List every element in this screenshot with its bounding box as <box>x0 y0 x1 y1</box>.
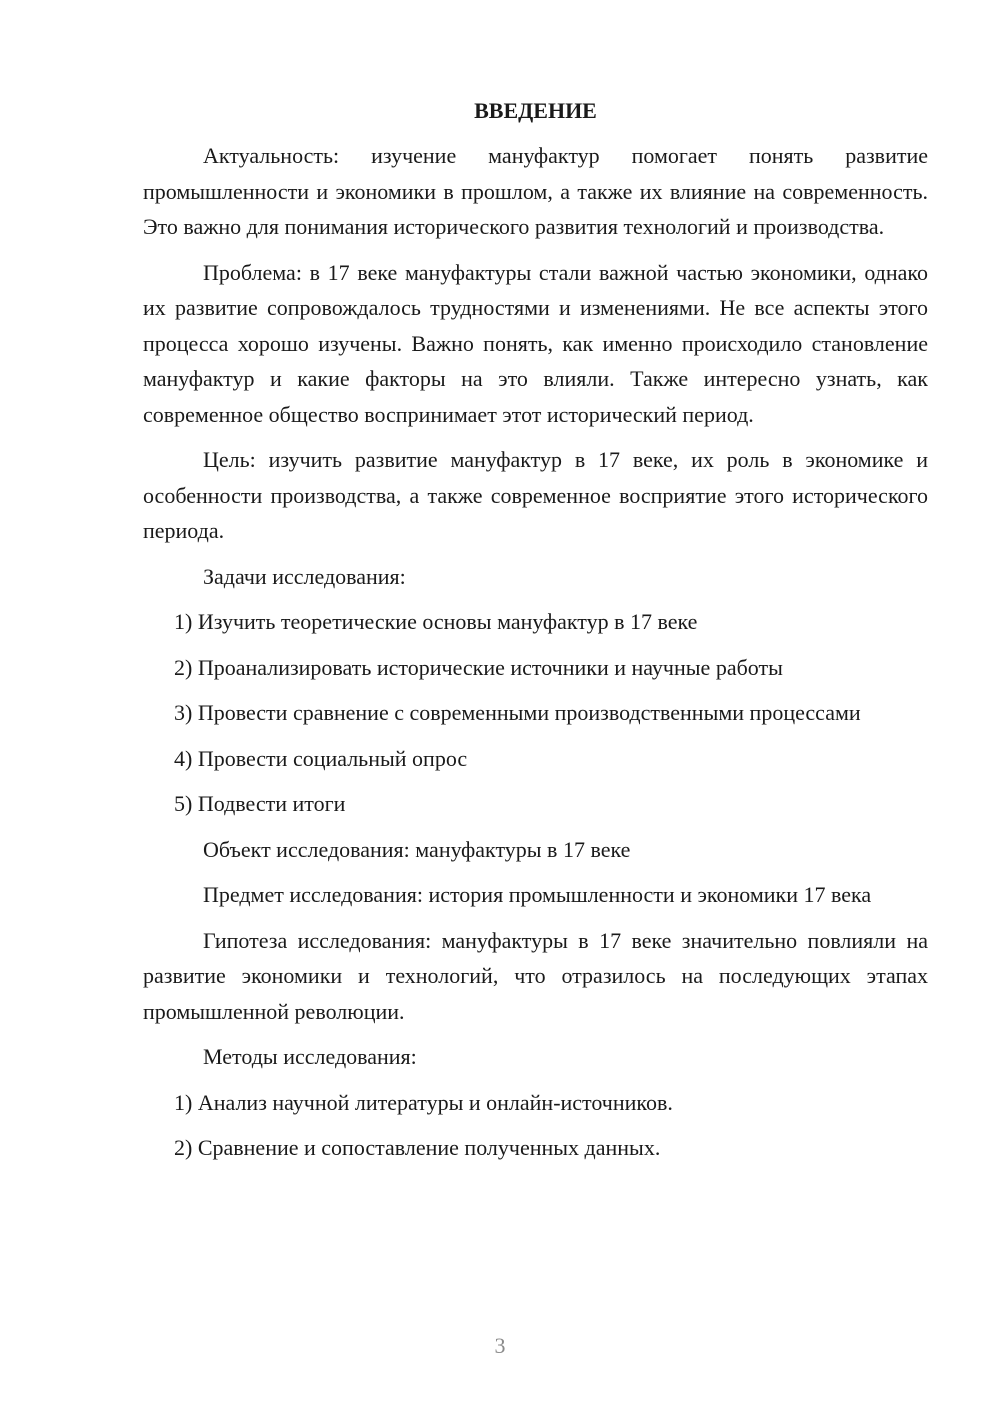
tasks-title: Задачи исследования: <box>203 563 406 589</box>
hypothesis-paragraph: Гипотеза исследования: мануфактуры в 17 веке значительно повлияли на развитие экономики и технологий, что отразилось на последующих этапах промышленной революции. <box>143 927 928 1024</box>
problem-paragraph: Проблема: в 17 веке мануфактуры стали важной частью экономики, однако их развитие сопровождалось трудностями и изменениями. Не все аспекты этого процесса хорошо изучены. Важно понять, как именно происходило становление мануфактур и какие факторы на это влияли. Также интересно узнать, как современное общество воспринимает этот исторический период. <box>143 259 928 427</box>
page-number: 3 <box>494 1333 506 1358</box>
task-item: 5) Подвести итоги <box>174 791 346 816</box>
task-item: 4) Провести социальный опрос <box>174 745 468 771</box>
task-item: 3) Провести сравнение с современными производственными процессами <box>174 700 861 725</box>
document-page <box>143 94 928 1176</box>
method-item: 1) Анализ научной литературы и онлайн-источников. <box>174 1089 673 1115</box>
task-item: 2) Проанализировать исторические источники и научные работы <box>174 654 783 680</box>
object-line: Объект исследования: мануфактуры в 17 веке <box>203 836 631 862</box>
section-heading: ВВЕДЕНИЕ <box>474 98 597 123</box>
method-item: 2) Сравнение и сопоставление полученных данных. <box>174 1135 661 1160</box>
subject-paragraph: Предмет исследования: история промышленности и экономики 17 века <box>203 882 872 907</box>
relevance-paragraph: Актуальность: изучение мануфактур помогает понять развитие промышленности и экономики в прошлом, а также их влияние на современность. Это важно для понимания исторического развития технологий и производства. <box>143 143 928 239</box>
task-item: 1) Изучить теоретические основы мануфактур в 17 веке <box>174 609 698 634</box>
goal-paragraph: Цель: изучить развитие мануфактур в 17 веке, их роль в экономике и особенности производства, а также современное восприятие этого исторического периода. <box>143 447 928 543</box>
methods-title: Методы исследования: <box>203 1044 417 1069</box>
